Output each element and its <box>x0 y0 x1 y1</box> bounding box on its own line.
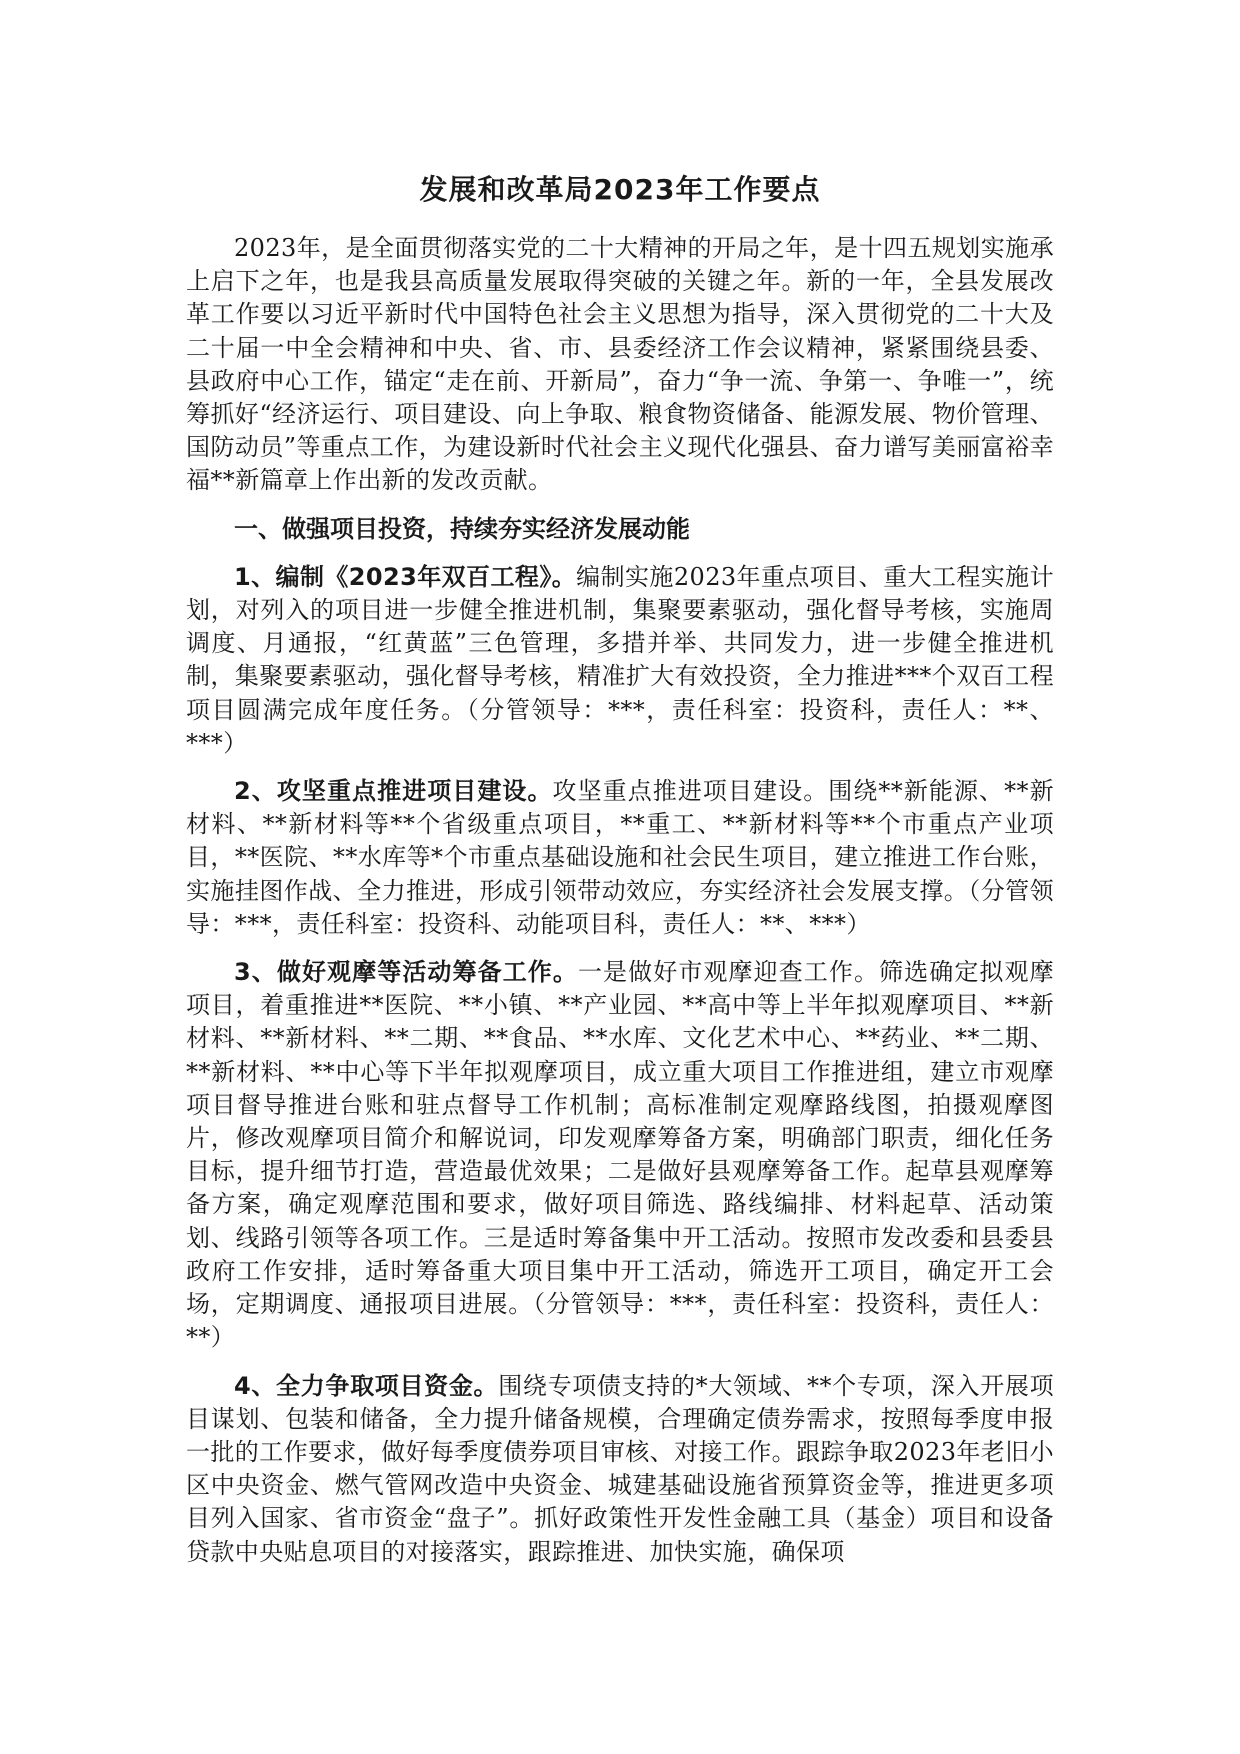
item-paragraph-3 <box>186 956 1054 1354</box>
item-body-3: 一是做好市观摩迎查工作。筛选确定拟观摩项目，着重推进**医院、**小镇、**产业园、**高中等上半年拟观摩项目、**新材料、**新材料、**二期、**食品、**水库、文化艺术中心、**药业、**二期、**新材料、**中心等下半年拟观摩项目，成立重大项目工作推进组，建立市观摩项目督导推进台账和驻点督导工作机制；高标准制定观摩路线图，拍摄观摩图片，修改观摩项目简介和解说词，印发观摩筹备方案，明确部门职责，细化任务目标，提升细节打造，营造最优效果；二是做好县观摩筹备工作。起草县观摩筹备方案，确定观摩范围和要求，做好项目筛选、路线编排、材料起草、活动策划、线路引领等各项工作。三是适时筹备集中开工活动。按照市发改委和县委县政府工作安排，适时筹备重大项目集中开工活动，筛选开工项目，确定开工会场，定期调度、通报项目进展。（分管领导：***，责任科室：投资科，责任人：**） <box>186 958 1054 1352</box>
item-body-2: 攻坚重点推进项目建设。围绕**新能源、**新材料、**新材料等**个省级重点项目，**重工、**新材料等**个市重点产业项目，**医院、**水库等*个市重点基础设施和社会民生项目，建立推进工作台账，实施挂图作战、全力推进，形成引领带动效应，夯实经济社会发展支撑。（分管领导：***，责任科室：投资科、动能项目科，责任人：**、***） <box>186 777 1054 938</box>
item-lead-2: 2、攻坚重点推进项目建设。 <box>234 777 553 806</box>
item-paragraph-4 <box>186 1370 1054 1569</box>
document-page <box>186 170 1054 1584</box>
item-lead-4: 4、全力争取项目资金。 <box>234 1371 499 1400</box>
item-body-1: 编制实施2023年重点项目、重大工程实施计划，对列入的项目进一步健全推进机制，集聚要素驱动，强化督导考核，实施周调度、月通报，“红黄蓝”三色管理，多措并举、共同发力，进一步健全推进机制，集聚要素驱动，强化督导考核，精准扩大有效投资，全力推进***个双百工程项目圆满完成年度任务。（分管领导：***，责任科室：投资科，责任人：**、***） <box>186 562 1054 757</box>
item-paragraph-1 <box>186 561 1054 760</box>
section-heading-1: 一、做强项目投资，持续夯实经济发展动能 <box>234 514 690 543</box>
item-lead-3: 3、做好观摩等活动筹备工作。 <box>234 958 578 987</box>
item-paragraph-2 <box>186 775 1054 941</box>
intro-paragraph: 2023年，是全面贯彻落实党的二十大精神的开局之年，是十四五规划实施承上启下之年，也是我县高质量发展取得突破的关键之年。新的一年，全县发展改革工作要以习近平新时代中国特色社会主义思想为指导，深入贯彻党的二十大及二十届一中全会精神和中央、省、市、县委经济工作会议精神，紧紧围绕县委、县政府中心工作，锚定“走在前、开新局”，奋力“争一流、争第一、争唯一”，统筹抓好“经济运行、项目建设、向上争取、粮食物资储备、能源发展、物价管理、国防动员”等重点工作，为建设新时代社会主义现代化强县、奋力谱写美丽富裕幸福**新篇章上作出新的发改贡献。 <box>186 234 1054 495</box>
document-title: 发展和改革局2023年工作要点 <box>419 173 821 206</box>
item-lead-1: 1、编制《2023年双百工程》。 <box>234 562 577 591</box>
item-body-4: 围绕专项债支持的*大领域、**个专项，深入开展项目谋划、包装和储备，全力提升储备规模，合理确定债券需求，按照每季度申报一批的工作要求，做好每季度债券项目审核、对接工作。跟踪争取2023年老旧小区中央资金、燃气管网改造中央资金、城建基础设施省预算资金等，推进更多项目列入国家、省市资金“盘子”。抓好政策性开发性金融工具（基金）项目和设备贷款中央贴息项目的对接落实，跟踪推进、加快实施，确保项 <box>186 1371 1054 1566</box>
